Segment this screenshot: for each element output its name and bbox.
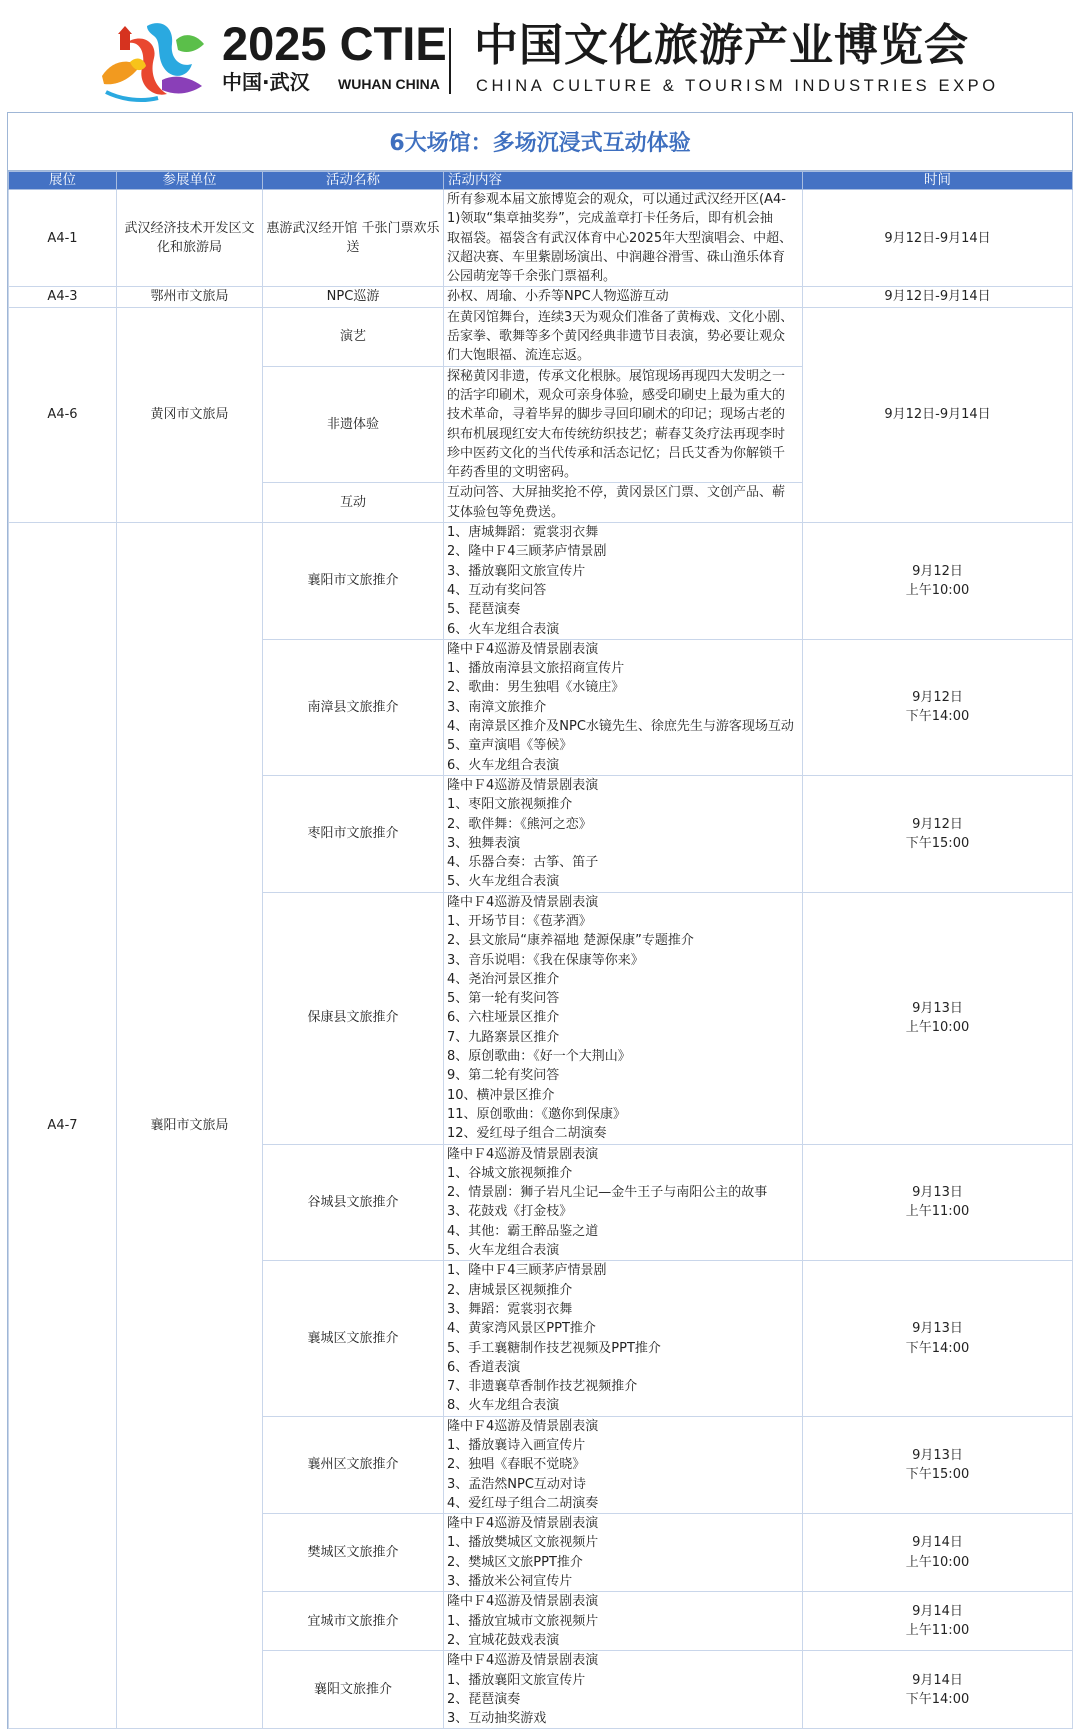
table-row — [9, 307, 1073, 366]
xiangyang-group — [9, 523, 1073, 1729]
content-line: 7、非遗襄草香制作技艺视频推介 — [447, 1379, 638, 1395]
content-line: 3、互动抽奖游戏 — [447, 1711, 547, 1727]
time-cell — [803, 1514, 1073, 1592]
activity-cell: 襄阳市文旅推介 — [263, 523, 444, 640]
activity-cell: 谷城县文旅推介 — [263, 1144, 444, 1261]
content-line: 隆中Ｆ4巡游及情景剧表演 — [447, 641, 599, 657]
activity-cell: 保康县文旅推介 — [263, 892, 444, 1144]
content-line: 5、手工襄糖制作技艺视频及PPT推介 — [447, 1340, 661, 1356]
content-line: 4、爱红母子组合二胡演奏 — [447, 1495, 599, 1511]
schedule-document — [7, 112, 1073, 1729]
content-line: 1、开场节目：《苞茅酒》 — [447, 913, 592, 929]
activity-cell: 演艺 — [263, 307, 444, 366]
content-line: 的活字印刷术，观众可亲身体验，感受印刷史上最为重大的 — [447, 387, 786, 403]
time-clock: 下午14:00 — [905, 1340, 970, 1356]
content-line: 2、唐城景区视频推介 — [447, 1282, 573, 1298]
time-date: 9月12日 — [912, 690, 963, 706]
content-line: 2、隆中Ｆ4三顾茅庐情景剧 — [447, 544, 607, 560]
content-line: 3、独舞表演 — [447, 835, 521, 851]
brand-city: 中国·武汉 — [222, 70, 310, 94]
activity-cell: 非遗体验 — [263, 366, 444, 483]
content-cell — [444, 892, 803, 1144]
time-clock: 下午15:00 — [905, 835, 970, 851]
content-line: 隆中Ｆ4巡游及情景剧表演 — [447, 777, 599, 793]
booth-cell: A4-1 — [9, 190, 117, 287]
content-line: 2、情景剧：狮子岩凡尘记—金牛王子与南阳公主的故事 — [447, 1185, 768, 1201]
time-date: 9月13日 — [912, 1185, 963, 1201]
content-cell — [444, 1651, 803, 1729]
content-line: 10、横冲景区推介 — [447, 1087, 555, 1103]
time-cell — [803, 892, 1073, 1144]
content-line: 7、九路寨景区推介 — [447, 1029, 560, 1045]
banner-title: 6大场馆：多场沉浸式互动体验 — [389, 131, 691, 156]
content-line: 2、歌伴舞：《熊河之恋》 — [447, 816, 592, 832]
content-cell — [444, 775, 803, 892]
content-cell — [444, 1261, 803, 1416]
col-header-time: 时间 — [803, 172, 1073, 190]
table-row — [9, 287, 1073, 307]
expo-logo — [92, 6, 217, 108]
content-line: 隆中Ｆ4巡游及情景剧表演 — [447, 1653, 599, 1669]
time-cell: 9月12日-9月14日 — [803, 287, 1073, 307]
time-clock: 上午11:00 — [905, 1204, 970, 1220]
time-date: 9月14日 — [912, 1672, 963, 1688]
content-line: 5、火车龙组合表演 — [447, 1243, 560, 1259]
content-line: 4、黄家湾风景区PPT推介 — [447, 1321, 596, 1337]
content-line: 9、第二轮有奖问答 — [447, 1068, 560, 1084]
content-line: 珍中医药文化的当代传承和活态记忆；吕氏艾香为你解锁千 — [447, 445, 786, 461]
content-line: 1、播放襄诗入画宣传片 — [447, 1438, 586, 1453]
content-line: 3、音乐说唱：《我在保康等你来》 — [447, 952, 644, 968]
content-line: 5、童声演唱《等候》 — [447, 738, 573, 754]
content-cell — [444, 523, 803, 640]
content-line: 艾体验包等免费送。 — [447, 504, 565, 520]
content-line: 3、孟浩然NPC互动对诗 — [447, 1476, 586, 1492]
content-cell — [444, 1514, 803, 1592]
time-clock: 下午14:00 — [905, 1691, 970, 1707]
content-line: 6、火车龙组合表演 — [447, 621, 560, 637]
content-line: 2、琵琶演奏 — [447, 1691, 521, 1707]
activity-cell: 襄州区文旅推介 — [263, 1416, 444, 1513]
content-line: 1、唐城舞蹈：霓裳羽衣舞 — [447, 525, 599, 541]
booth-cell: A4-6 — [9, 307, 117, 522]
time-clock: 下午14:00 — [905, 709, 970, 725]
time-clock: 上午10:00 — [905, 1020, 970, 1036]
content-line: 11、原创歌曲：《邀你到保康》 — [447, 1106, 627, 1122]
time-cell — [803, 1261, 1073, 1416]
content-line: 1、播放襄阳文旅宣传片 — [447, 1672, 586, 1688]
content-line: 隆中Ｆ4巡游及情景剧表演 — [447, 894, 599, 910]
time-cell — [803, 523, 1073, 640]
content-line: 6、火车龙组合表演 — [447, 757, 560, 773]
content-line: 隆中Ｆ4巡游及情景剧表演 — [447, 1146, 599, 1162]
content-line: 2、县文旅局“康养福地 楚源保康”专题推介 — [447, 933, 694, 949]
content-line: 2、独唱《春眠不觉晓》 — [447, 1457, 586, 1473]
booth-cell: A4-7 — [9, 523, 117, 1729]
content-line: 织布机展现红安大布传统纺织技艺；蕲春艾灸疗法再现李时 — [447, 426, 786, 442]
activity-cell: 南漳县文旅推介 — [263, 639, 444, 775]
content-line: 3、播放米公祠宣传片 — [447, 1574, 573, 1590]
content-line: 们大饱眼福、流连忘返。 — [447, 348, 591, 364]
content-line: 3、舞蹈：霓裳羽衣舞 — [447, 1301, 573, 1317]
header-divider — [449, 28, 451, 94]
content-line: 8、原创歌曲：《好一个大荆山》 — [447, 1049, 631, 1065]
content-cell — [444, 1592, 803, 1651]
booth-cell: A4-3 — [9, 287, 117, 307]
time-clock: 上午10:00 — [905, 1554, 970, 1570]
page-header — [0, 0, 1080, 110]
content-line: 隆中Ｆ4巡游及情景剧表演 — [447, 1594, 599, 1610]
expo-title-cn: 中国文化旅游产业博览会 — [474, 20, 969, 71]
content-line: 8、火车龙组合表演 — [447, 1398, 560, 1414]
content-cell — [444, 190, 803, 287]
content-line: 5、火车龙组合表演 — [447, 874, 560, 890]
content-line: 年药香里的文明密码。 — [447, 465, 578, 481]
col-header-activity: 活动名称 — [263, 172, 444, 190]
content-line: 隆中Ｆ4巡游及情景剧表演 — [447, 1516, 599, 1532]
content-cell — [444, 1144, 803, 1261]
content-line: 4、互动有奖问答 — [447, 582, 547, 598]
content-line: 2、樊城区文旅PPT推介 — [447, 1554, 583, 1570]
content-line: 5、第一轮有奖问答 — [447, 991, 560, 1007]
col-header-content: 活动内容 — [444, 172, 803, 190]
content-line: 在黄冈馆舞台，连续3天为观众们准备了黄梅戏、文化小剧、 — [447, 309, 794, 325]
content-line: 取福袋。福袋含有武汉体育中心2025年大型演唱会、中超、 — [447, 230, 793, 246]
content-line: 4、其他：霸王醉品鉴之道 — [447, 1223, 599, 1239]
schedule-table — [8, 171, 1073, 1729]
content-line: 1、播放宜城市文旅视频片 — [447, 1613, 599, 1629]
brand-city-en: WUHAN CHINA — [338, 76, 440, 92]
content-line: 3、南漳文旅推介 — [447, 699, 547, 715]
content-line: 岳家拳、歌舞等多个黄冈经典非遗节目表演，势必要让观众 — [447, 329, 786, 345]
brand-year: 2025 CTIE — [222, 17, 447, 70]
time-date: 9月13日 — [912, 1000, 963, 1016]
content-line: 技术革命，寻着毕昇的脚步寻回印刷术的印记；现场古老的 — [447, 407, 786, 423]
time-clock: 下午15:00 — [905, 1466, 970, 1482]
content-line: 4、乐器合奏：古筝、笛子 — [447, 855, 599, 871]
content-line: 汉超决赛、车里紫剧场演出、中润趣谷滑雪、硃山渔乐体育 — [447, 249, 786, 265]
time-clock: 上午10:00 — [905, 582, 970, 598]
time-cell — [803, 1416, 1073, 1513]
content-cell — [444, 1416, 803, 1513]
time-cell — [803, 1651, 1073, 1729]
content-line: 4、尧治河景区推介 — [447, 971, 560, 987]
time-clock: 上午11:00 — [905, 1623, 970, 1639]
activity-cell: 宜城市文旅推介 — [263, 1592, 444, 1651]
content-line: 12、爱红母子组合二胡演奏 — [447, 1126, 607, 1142]
content-line: 2、宜城花鼓戏表演 — [447, 1632, 560, 1648]
exhibitor-cell: 武汉经济技术开发区文化和旅游局 — [117, 190, 263, 287]
activity-cell: 互动 — [263, 483, 444, 523]
col-header-exhibitor: 参展单位 — [117, 172, 263, 190]
content-line: 5、琵琶演奏 — [447, 602, 521, 618]
time-date: 9月13日 — [912, 1447, 963, 1463]
content-line: 3、花鼓戏《打金枝》 — [447, 1204, 573, 1220]
time-cell — [803, 775, 1073, 892]
content-line: 3、播放襄阳文旅宣传片 — [447, 563, 586, 579]
table-row — [9, 523, 1073, 640]
time-date: 9月14日 — [912, 1535, 963, 1551]
time-date: 9月12日 — [912, 816, 963, 832]
content-line: 探秘黄冈非遗，传承文化根脉。展馆现场再现四大发明之一 — [447, 368, 786, 384]
content-cell — [444, 483, 803, 523]
time-cell: 9月12日-9月14日 — [803, 190, 1073, 287]
time-date: 9月14日 — [912, 1604, 963, 1620]
activity-cell: 枣阳市文旅推介 — [263, 775, 444, 892]
content-line: 公园萌宠等千余张门票福利。 — [447, 269, 617, 285]
content-cell — [444, 639, 803, 775]
schedule-banner — [8, 113, 1072, 171]
table-row — [9, 190, 1073, 287]
content-line: 1、谷城文旅视频推介 — [447, 1165, 573, 1181]
content-line: 1、播放南漳县文旅招商宣传片 — [447, 661, 625, 677]
exhibitor-cell: 黄冈市文旅局 — [117, 307, 263, 522]
content-line: 1、播放樊城区文旅视频片 — [447, 1535, 599, 1551]
time-date: 9月12日 — [912, 563, 963, 579]
content-line: 6、六柱垭景区推介 — [447, 1010, 560, 1026]
activity-cell: 惠游武汉经开馆 千张门票欢乐送 — [263, 190, 444, 287]
time-cell: 9月12日-9月14日 — [803, 307, 1073, 522]
content-line: 1)领取“集章抽奖券”，完成盖章打卡任务后，即有机会抽 — [447, 211, 773, 227]
content-line: 2、歌曲：男生独唱《水镜庄》 — [447, 680, 625, 696]
activity-cell: 襄城区文旅推介 — [263, 1261, 444, 1416]
table-header-row — [9, 172, 1073, 190]
activity-cell: NPC巡游 — [263, 287, 444, 307]
content-cell — [444, 366, 803, 483]
activity-cell: 襄阳文旅推介 — [263, 1651, 444, 1729]
expo-title-en: CHINA CULTURE & TOURISM INDUSTRIES EXPO — [476, 77, 999, 95]
content-line: 1、隆中Ｆ4三顾茅庐情景剧 — [447, 1263, 607, 1279]
exhibitor-cell: 襄阳市文旅局 — [117, 523, 263, 1729]
content-line: 4、南漳景区推介及NPC水镜先生、徐庶先生与游客现场互动 — [447, 719, 794, 735]
content-cell — [444, 287, 803, 307]
content-cell — [444, 307, 803, 366]
exhibitor-cell: 鄂州市文旅局 — [117, 287, 263, 307]
content-line: 6、香道表演 — [447, 1359, 521, 1375]
content-line: 隆中Ｆ4巡游及情景剧表演 — [447, 1418, 599, 1434]
col-header-booth: 展位 — [9, 172, 117, 190]
time-cell — [803, 639, 1073, 775]
activity-cell: 樊城区文旅推介 — [263, 1514, 444, 1592]
content-line: 互动问答、大屏抽奖抢不停，黄冈景区门票、文创产品、蕲 — [447, 485, 786, 501]
time-date: 9月13日 — [912, 1321, 963, 1337]
content-line: 孙权、周瑜、小乔等NPC人物巡游互动 — [447, 289, 669, 305]
time-cell — [803, 1592, 1073, 1651]
content-line: 1、枣阳文旅视频推介 — [447, 797, 573, 813]
huanggang-group — [9, 307, 1073, 522]
content-line: 所有参观本届文旅博览会的观众，可以通过武汉经开区(A4- — [447, 192, 786, 207]
time-cell — [803, 1144, 1073, 1261]
